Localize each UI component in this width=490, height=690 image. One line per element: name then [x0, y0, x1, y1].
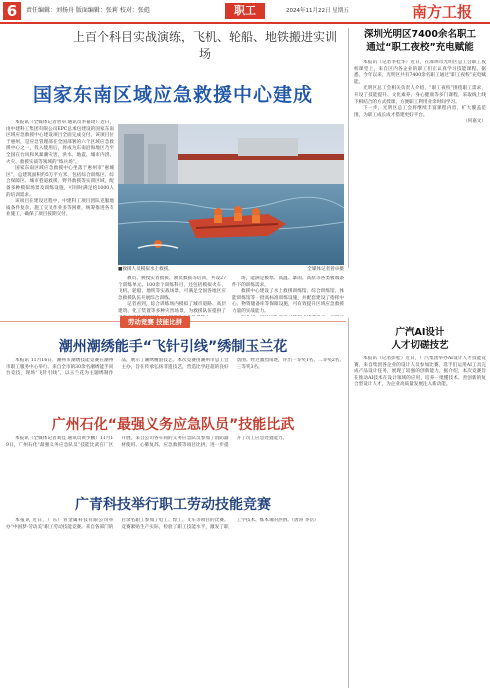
article-3-body: [6, 436, 344, 488]
paragraph: 本报讯 11月16日，潮州市潮绣技能竞赛在潮州市职工服务中心举行。来自全市的30余名潮绣能手同台竞技，现场“飞针引线”，以玉兰花为主题绣制作品，展示了潮绣精湛技艺。本次竞赛由潮州市总工会主办，旨在传承弘扬非遗技艺，营造比学赶超的良好氛围。经过激烈角逐，评出一等奖1名、二等奖2名、三等奖3名。: [6, 358, 344, 377]
paragraph: 场，能满足极寒、高温、暴雨、高原等各类极端条件下的训练需求。: [232, 276, 344, 288]
rescue-photo-image: [118, 124, 344, 265]
photo-credit: 全媒体记者曾卓摄: [307, 267, 344, 272]
photo-caption-row: [118, 266, 344, 274]
header-rule: [0, 22, 490, 24]
side-article-body: [354, 60, 486, 310]
paragraph: 下一步，光明区总工会将继续丰富课程内容，扩大覆盖范围，为职工成长成才搭建更好平台。: [354, 106, 486, 118]
section-banner: [0, 316, 346, 328]
column-divider: [348, 28, 349, 268]
article-2-body: [6, 358, 344, 410]
paragraph: 本报讯（全媒体记者曾卓 通讯员李嘉琦）近日，由中建科工集团有限公司EPC总承包建设的国家东南区域应急救援中心建设项目全面完成交付。该项目位于惠州，是应急管理部在全国部署的六个区域应急救援中心之一，投入使用后，将成为东南沿海地区乃至全国在台风和风暴潮灾害、洪水、地震、城市内涝、火灾、救援实战等领域的“练兵场”。: [6, 120, 114, 165]
byline: （何嘉文）: [463, 119, 486, 125]
page-header: [0, 0, 490, 22]
editor-credits: 责任编辑：刘扬舟 版面编辑：张莉 校对：张彪: [26, 7, 150, 14]
paragraph: 本报讯（记者李桂华）近日，在深圳市光明区总工会职工夜校课堂上，来自区内各企业的职工们正认真学习技能课程。据悉，今年以来，光明区共有7400余名职工通过“职工夜校”充电赋能。: [354, 60, 486, 85]
lead-headline: 国家东南区域应急救援中心建成: [32, 84, 313, 106]
paragraph: 本报讯（全媒体记者刘佳 通讯员黄少鹏）11月19日，广州石化“最强义务应急队员”技能比武在厂区开展。来自公司各车间的义务应急队员参加了消防器材使用、心肺复苏、应急救援等项目比拼，进一步提升了员工应急处置能力。: [6, 436, 288, 448]
side-article-2-headline-line-2: 人才切磋技艺: [391, 340, 449, 351]
lead-column-2: [118, 276, 226, 316]
newspaper-logo: 南方工报: [412, 3, 473, 21]
paragraph: 本报讯 近日，广东广青金属科技有限公司举办“中国梦·劳动美”职工劳动技能竞赛。来自各部门的百余名职工参加了电工、焊工、叉车等项目的比赛。竞赛紧贴生产实际，检验了职工技能水平，激发了职工学技术、练本领的热情。（唐涛 李岳）: [6, 518, 319, 530]
side-article-2-headline: [352, 326, 488, 352]
rescue-photo: [118, 124, 344, 265]
lead-kicker: 上百个科目实战演练，飞机、轮船、地铁搬进实训场: [72, 30, 337, 61]
photo-caption: ■救援人员模拟水上救援。: [118, 267, 173, 272]
page-number: 6: [3, 2, 21, 20]
lead-column-3: [232, 276, 344, 316]
side-article-2-body: [354, 356, 486, 688]
banner-tag: 劳动竞赛 技能比拼: [120, 316, 190, 328]
side-article-2-headline-line-1: 广汽AI设计: [395, 327, 445, 338]
side-headline-line-2: 通过“职工夜校”充电赋能: [366, 42, 474, 53]
column-divider-lower: [348, 318, 349, 688]
paragraph: 光明区总工会相关负责人介绍，“职工夜校”围绕职工需求，开设了技能提升、文化素养、身心健康等多门课程，采取线上线下相结合的方式授课，方便职工利用业余时间学习。: [354, 86, 486, 105]
paragraph: 救援中心建设了水上救援训练馆、综合训练馆、体能训练馆等一批高标准训练设施，并配套建设了指挥中心、物资储备库等保障设施，可有效提升区域应急救援力量的实战能力。: [232, 289, 344, 314]
article-4-headline: 广青科技举行职工劳动技能竞赛: [75, 497, 271, 513]
article-4-body: [6, 518, 344, 688]
article-3-headline: 广州石化“最强义务应急队员”技能比武: [51, 417, 295, 433]
side-headline: [352, 28, 488, 54]
paragraph: 国家东南区域应急救援中心坐落于惠州市“惠城区”，总建筑面积约5万平方米，包括综合训练区、综合保障区、城市巷道救援、野外救援等实训区域，配备多种模拟场景及训练设施，可同时满足约1000人的培训需求。: [6, 166, 114, 198]
section-title: 职工: [225, 3, 265, 19]
lead-column-1: [6, 120, 114, 312]
paragraph: 教员、被授实者救援、教员救援等培训，共设27个训练单元、100余个训练科目，还包括模拟火车、飞机、轮船、地铁等实战场景，可满足全国各地区应急救援队伍开展综合训练。: [118, 276, 226, 301]
paragraph: 记者看到，综合训练场内模拟了城市道路、高层建筑、化工装置等多种灾害场景，为救援队伍提供了: [118, 302, 226, 314]
article-2-headline: 潮州潮绣能手“飞针引线”绣制玉兰花: [58, 339, 288, 355]
side-headline-line-1: 深圳光明区7400余名职工: [364, 29, 476, 40]
paragraph: 该项目在建设过程中，中建科工项目团队克服地质条件复杂、施工交叉作业多等困难，统筹推进各专业施工，确保了项目按期交付。: [6, 199, 114, 218]
paragraph: 本报讯（记者彭桂）近日，广汽集团举办AI设计人才技能竞赛，来自集团各企业的设计人员参加比赛。选手们运用AI工具完成产品设计任务，展现了较强的创新能力。据介绍，本次竞赛旨在推动AI技术在设计领域的应用，培养一批懂技术、善创新的复合型设计人才，为企业高质量发展注入新动能。: [354, 356, 486, 388]
issue-date: 2024年11月22日 星期五: [286, 8, 349, 14]
